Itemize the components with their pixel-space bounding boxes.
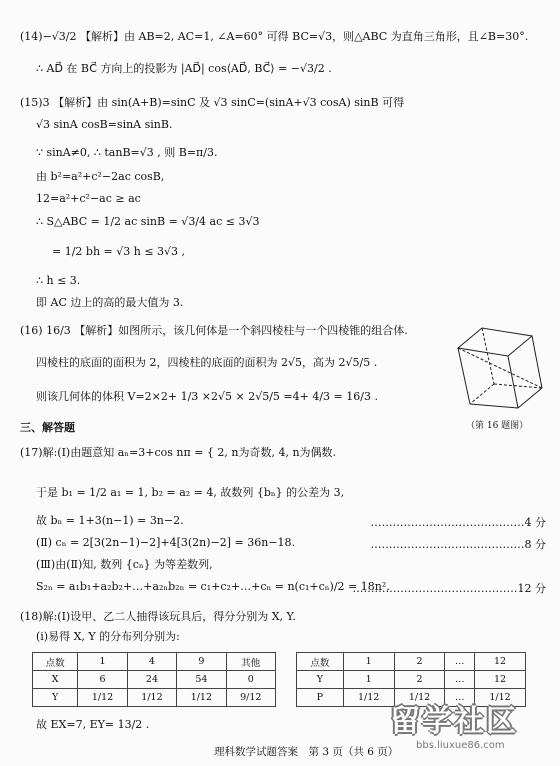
watermark-logo: 留学社区 [390, 704, 518, 739]
table-cell: … [445, 689, 475, 707]
table-cell: 1 [343, 653, 394, 671]
table-cell: 1/12 [475, 689, 526, 707]
q15-line-3: ∵ sinA≠0, ∴ tanB=√3 , 则 B=π/3. [36, 146, 218, 159]
table-cell: 9 [177, 653, 226, 671]
score-4: ……………………………………4 分 [370, 516, 546, 529]
q17-line-1: (17)解:(Ⅰ)由题意知 aₙ=3+cos nπ = { 2, n为奇数, 4, n为偶数. [20, 446, 337, 459]
table-cell: 2 [394, 671, 445, 689]
q16-line-2: 四棱柱的底面的面积为 2，四棱柱的底面的面积为 2√5，高为 2√5/5 . [36, 356, 378, 369]
page-footer: 理科数学试题答案 第 3 页（共 6 页） [214, 746, 399, 758]
table-cell: 2 [394, 653, 445, 671]
table-cell: Y [33, 689, 78, 707]
q18-line-1: (18)解:(Ⅰ)设甲、乙二人抽得该玩具后，得分分别为 X, Y. [20, 610, 296, 623]
table-row [33, 671, 276, 689]
q14-line-1: (14)−√3/2 【解析】由 AB=2, AC=1, ∠A=60° 可得 BC=√3，则△ABC 为直角三角形，且∠B=30°. [20, 30, 529, 43]
q15-line-4: 由 b²=a²+c²−2ac cosB, [36, 170, 165, 183]
table-cell: P [297, 689, 344, 707]
q14-line-2: ∴ AD⃗ 在 BC⃗ 方向上的投影为 |AD⃗| cos⟨AD⃗, BC⃗⟩ = −√3/2 . [36, 62, 332, 75]
q15-line-5: 12=a²+c²−ac ≥ ac [36, 192, 141, 205]
figure-caption: （第 16 题图） [466, 421, 529, 431]
q18-line-3: 故 EX=7, EY= 13/2 . [36, 718, 150, 731]
table-cell: 9/12 [226, 689, 275, 707]
section-heading: 三、解答题 [20, 421, 75, 434]
q17-line-6: S₂ₙ = a₁b₁+a₂b₂+…+a₂ₙb₂ₙ = c₁+c₂+…+cₙ = n(c₁+cₙ)/2 = 18n². [36, 580, 390, 593]
q17-line-4: (Ⅱ) cₙ = 2[3(2n−1)−2]+4[3(2n)−2] = 36n−18. [36, 536, 296, 549]
table-cell: 1/12 [78, 689, 127, 707]
q18-line-2: (ⅰ)易得 X, Y 的分布列分别为: [36, 630, 180, 643]
table-cell: 0 [226, 671, 275, 689]
table-cell: 1 [343, 671, 394, 689]
table-cell: X [33, 671, 78, 689]
table-cell: 点数 [33, 653, 78, 671]
table-cell: … [445, 671, 475, 689]
table-cell: 12 [475, 653, 526, 671]
table-cell: 54 [177, 671, 226, 689]
table-cell: … [445, 653, 475, 671]
q15-line-6: ∴ S△ABC = 1/2 ac sinB = √3/4 ac ≤ 3√3 [36, 215, 260, 228]
score-8: ……………………………………8 分 [370, 538, 546, 551]
q16-line-3: 则该几何体的体积 V=2×2+ 1/3 ×2√5 × 2√5/5 =4+ 4/3 = 16/3 . [36, 390, 378, 403]
q16-solid-figure [452, 322, 548, 416]
score-12: ………………………………………12 分 [352, 582, 546, 595]
table-cell: 1/12 [343, 689, 394, 707]
table-cell: 6 [78, 671, 127, 689]
q17-line-3: 故 bₙ = 1+3(n−1) = 3n−2. [36, 514, 184, 527]
table-row [33, 653, 276, 671]
distribution-table-x [32, 652, 276, 707]
table-cell: Y [297, 671, 344, 689]
q15-line-7: = 1/2 bh = √3 h ≤ 3√3 , [52, 245, 186, 258]
q15-line-8: ∴ h ≤ 3. [36, 274, 81, 287]
table-cell: 1 [78, 653, 127, 671]
table-cell: 4 [127, 653, 176, 671]
q17-line-5: (Ⅲ)由(Ⅱ)知, 数列 {cₙ} 为等差数列, [36, 558, 213, 571]
table-cell: 1/12 [394, 689, 445, 707]
site-watermark [390, 696, 554, 762]
table-cell: 1/12 [177, 689, 226, 707]
table-row [297, 671, 526, 689]
table-cell: 1/12 [127, 689, 176, 707]
watermark-url: bbs.liuxue86.com [416, 740, 505, 751]
q16-line-1: (16) 16/3 【解析】如图所示，该几何体是一个斜四棱柱与一个四棱锥的组合体. [20, 324, 408, 337]
q15-line-9: 即 AC 边上的高的最大值为 3. [36, 296, 184, 309]
q15-line-1: (15)3 【解析】由 sin(A+B)=sinC 及 √3 sinC=(sinA+√3 cosA) sinB 可得 [20, 96, 405, 109]
table-cell: 12 [475, 671, 526, 689]
q15-line-2: √3 sinA cosB=sinA sinB. [36, 118, 173, 131]
table-cell: 点数 [297, 653, 344, 671]
table-row [33, 689, 276, 707]
table-cell: 其他 [226, 653, 275, 671]
table-row [297, 653, 526, 671]
q17-line-2: 于是 b₁ = 1/2 a₁ = 1, b₂ = a₂ = 4, 故数列 {bₙ} 的公差为 3, [36, 486, 345, 499]
table-cell: 24 [127, 671, 176, 689]
